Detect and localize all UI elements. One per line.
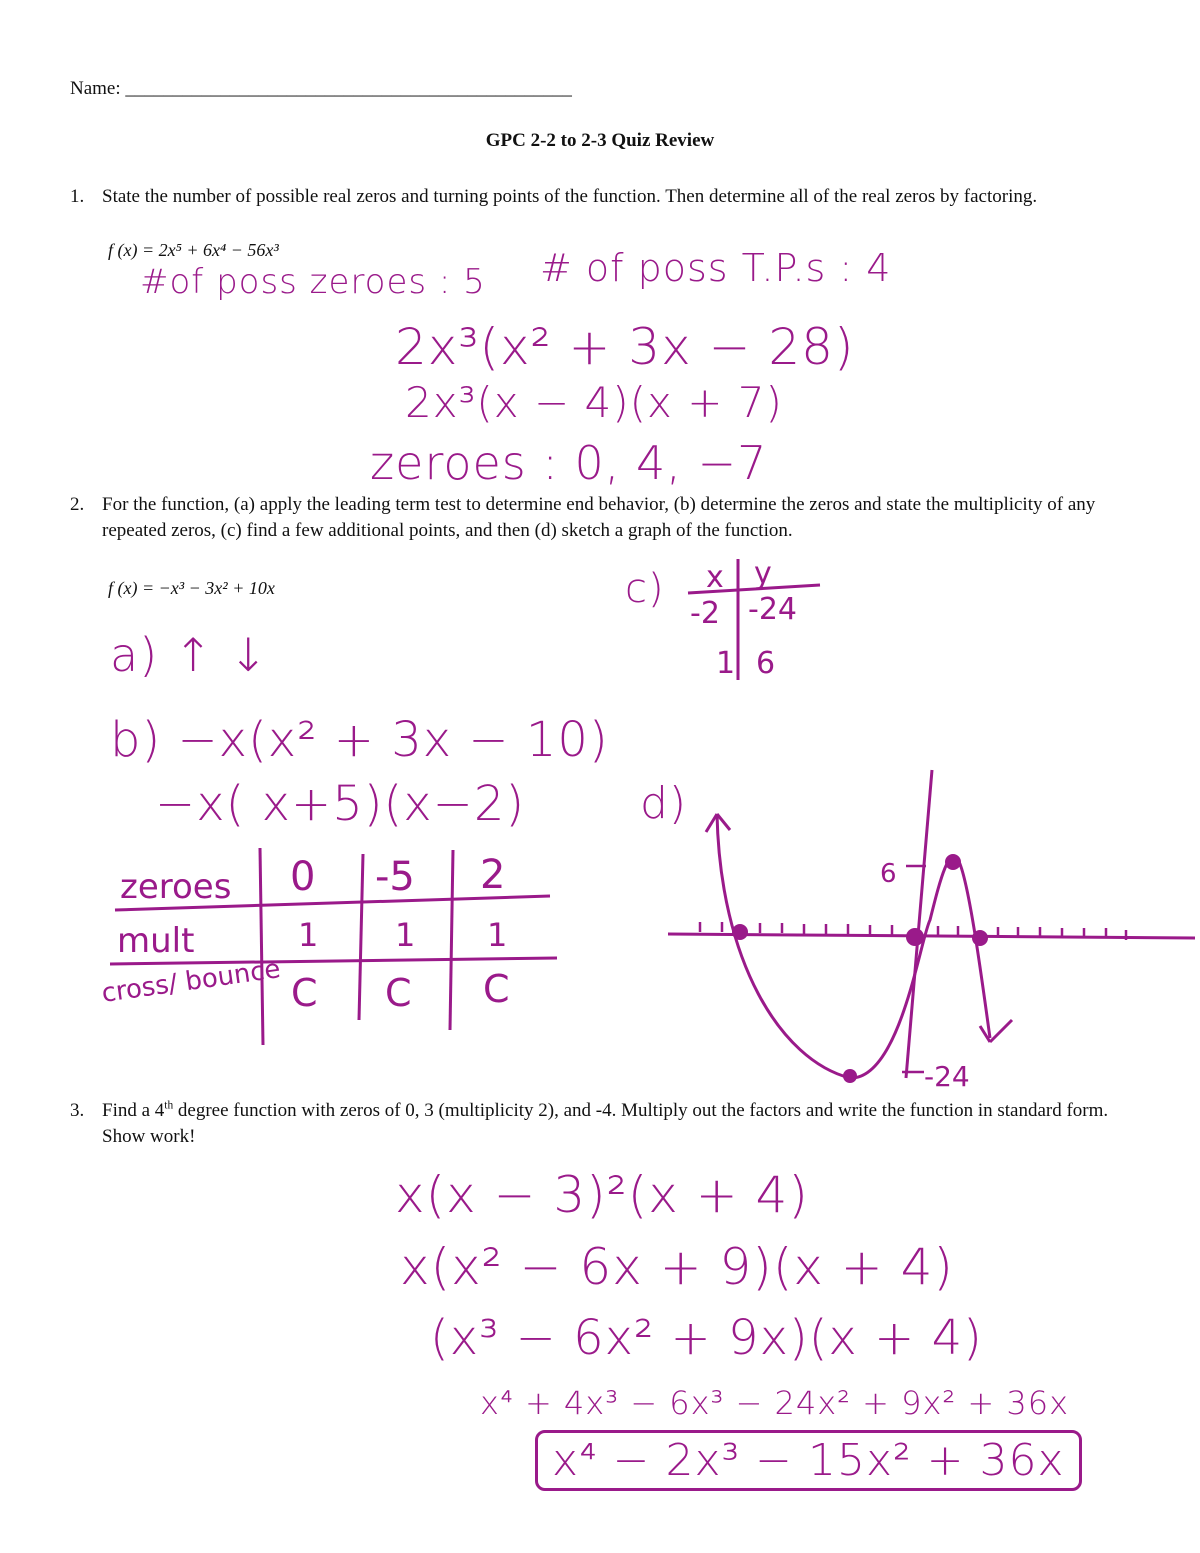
q3-hw-answer: x⁴ − 2x³ − 15x² + 36x [535,1430,1082,1491]
cross-value: C [291,971,318,1015]
xy-table-cell: -2 [690,596,720,631]
q2-number: 2. [70,494,85,515]
q3-text-sup: th [164,1099,174,1112]
mult-value: 1 [298,916,319,954]
q2-hw-b1: b) −x(x² + 3x − 10) [110,712,609,768]
xy-table-cell: 6 [756,646,776,681]
zero-point [972,930,988,946]
zero-point [906,928,924,946]
zero-value: 0 [290,854,316,900]
q1-hw-tp-count: # of poss T.P.s : 4 [540,246,892,290]
name-field: Name: _______________________________________________ [70,78,572,99]
zeros-table-divider [450,850,453,1030]
q3-text-pre: Find a 4 [102,1100,165,1121]
q2-hw-a: a) ↑ ↓ [110,628,269,682]
mult-value: 1 [487,916,508,954]
q3-number: 3. [70,1100,85,1121]
q3-hw-line1: x(x − 3)²(x + 4) [395,1166,809,1224]
zeros-table [95,840,565,1050]
zero-point [732,924,748,940]
cross-value: C [385,971,412,1015]
q3-text [102,1098,1112,1149]
graph-label-bottom: -24 [924,1060,970,1090]
min-point [843,1069,857,1083]
xy-table-cell: 1 [716,646,736,681]
mult-value: 1 [395,916,416,954]
q2-text: For the function, (a) apply the leading term test to determine end behavior, (b) determine the zeros and state the multiplicity of any repeated zeros, (c) find a few additional points, and then (d) sketch a graph of the function. [102,494,1096,541]
q2-hw-d-label: d) [640,778,688,829]
row-label-mult: mult [117,921,195,961]
end-arrow-down [980,1020,1012,1042]
q2-hw-c-label: c) [625,566,665,612]
q3-hw-line2: x(x² − 6x + 9)(x + 4) [400,1238,954,1296]
q2-hw-b2: −x( x+5)(x−2) [155,776,526,832]
page-title: GPC 2-2 to 2-3 Quiz Review [485,130,715,151]
q1-hw-step2: 2x³(x − 4)(x + 7) [405,378,783,427]
cubic-curve [717,814,990,1078]
q1-hw-step1: 2x³(x² + 3x − 28) [395,318,855,376]
row-label-zeroes: zeroes [120,867,232,907]
q3-hw-line3: (x³ − 6x² + 9x)(x + 4) [430,1310,983,1366]
xy-table [680,555,840,685]
q1-hw-zeros-count: #of poss zeroes : 5 [140,262,486,302]
zeros-table-divider [260,848,263,1045]
row-label-cross: cross/ bounce [99,954,283,1009]
q1-number: 1. [70,186,85,207]
q3-hw-line4: x⁴ + 4x³ − 6x³ − 24x² + 9x² + 36x [480,1384,1070,1422]
xy-table-header-y: y [754,556,772,591]
cubic-graph [660,760,1200,1090]
zeros-table-divider [359,854,363,1020]
q3-text-post: degree function with zeros of 0, 3 (multiplicity 2), and -4. Multiply out the factors and write the function in standard form. Show work! [102,1100,1109,1147]
q2-function: f (x) = −x³ − 3x² + 10x [108,578,275,598]
max-point [945,854,961,870]
zero-value: 2 [480,852,506,898]
zero-value: -5 [375,854,415,900]
cross-value: C [483,967,510,1011]
q1-text: State the number of possible real zeros and turning points of the function. Then determine all of the real zeros by factoring. [102,186,1038,207]
q1-function: f (x) = 2x⁵ + 6x⁴ − 56x³ [108,240,279,260]
xy-table-cell: -24 [748,592,797,627]
graph-label-top: 6 [880,859,897,889]
xy-table-header-x: x [706,560,724,595]
q1-hw-zeros: zeroes : 0, 4, −7 [370,436,768,490]
